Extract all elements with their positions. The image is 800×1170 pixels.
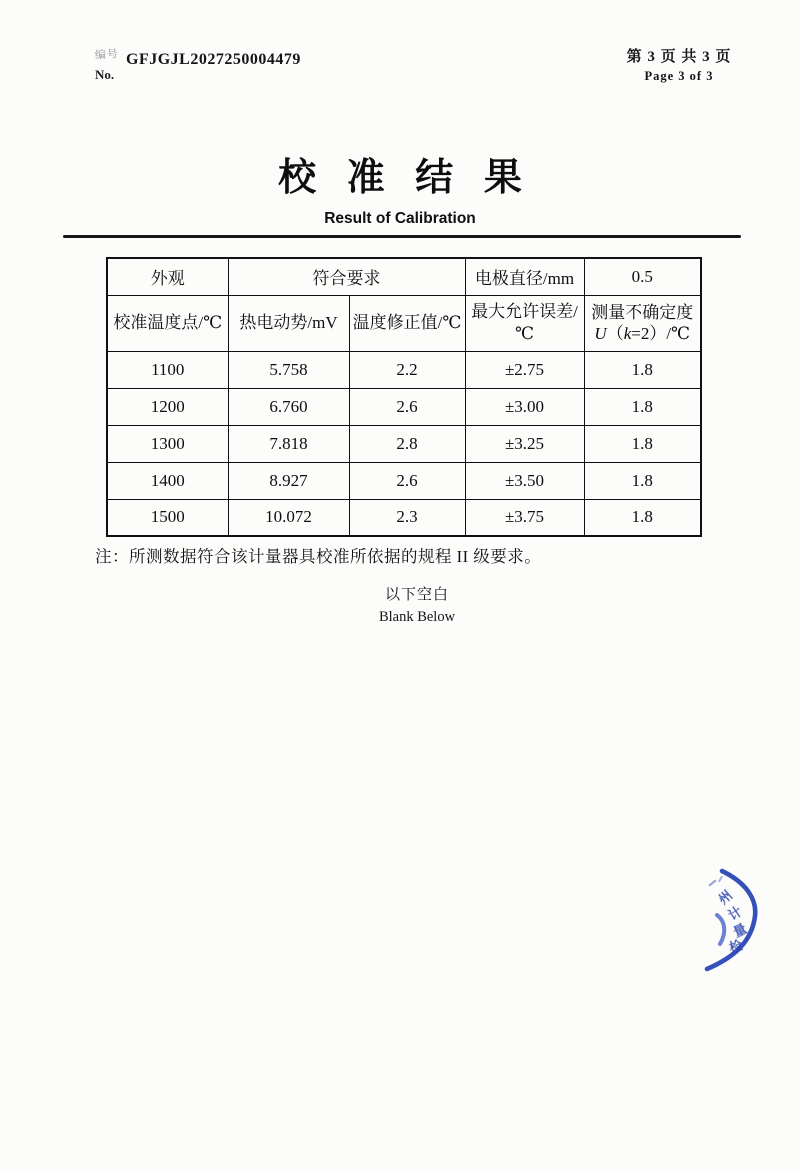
appearance-label-cell xyxy=(107,258,228,295)
blank-below-en: Blank Below xyxy=(378,609,456,625)
cell-max-error xyxy=(465,425,584,462)
cell-max-error xyxy=(465,388,584,425)
cell-uncertainty xyxy=(584,351,701,388)
table-row xyxy=(107,462,701,499)
value-correction: 2.8 xyxy=(396,433,418,453)
value-correction: 2.6 xyxy=(396,396,418,416)
electrode-diameter-label-cell xyxy=(465,258,584,295)
value-temperature: 1400 xyxy=(150,470,185,490)
cell-correction xyxy=(349,462,465,499)
value-emf: 8.927 xyxy=(269,470,308,490)
calibration-results-table xyxy=(106,257,702,537)
cell-emf xyxy=(228,499,349,536)
cell-temperature xyxy=(107,388,228,425)
header-temperature-point xyxy=(107,295,228,351)
table-row xyxy=(107,388,701,425)
cell-temperature xyxy=(107,351,228,388)
title-block xyxy=(0,146,800,228)
value-correction: 2.2 xyxy=(396,359,418,379)
uncertainty-k-symbol: k xyxy=(623,324,632,343)
blank-below-cn: 以下空白 xyxy=(384,587,449,603)
value-temperature: 1200 xyxy=(150,396,185,416)
value-uncertainty: 1.8 xyxy=(631,470,653,490)
stamp-character: 检 xyxy=(727,937,745,956)
appearance-label: 外观 xyxy=(150,269,185,289)
cell-emf xyxy=(228,425,349,462)
stamp-arc-graphic xyxy=(686,856,800,988)
electrode-diameter-value: 0.5 xyxy=(631,266,653,286)
value-uncertainty: 1.8 xyxy=(631,359,653,379)
value-emf: 6.760 xyxy=(269,396,308,416)
cert-no-label-cn: 编号 xyxy=(94,48,120,62)
cell-correction xyxy=(349,388,465,425)
stamp-character: 计 xyxy=(725,903,745,924)
value-uncertainty: 1.8 xyxy=(631,396,653,416)
header-temperature-point-label: 校准温度点/℃ xyxy=(113,312,223,332)
header-temp-correction-label: 温度修正值/℃ xyxy=(352,312,462,332)
header-emf-label: 热电动势/mV xyxy=(239,312,338,332)
value-correction: 2.3 xyxy=(396,507,418,527)
value-temperature: 1300 xyxy=(150,433,185,453)
cell-uncertainty xyxy=(584,462,701,499)
page-indicator-cn: 第 3 页 共 3 页 xyxy=(626,49,732,65)
table-summary-row xyxy=(107,258,701,295)
value-emf: 5.758 xyxy=(269,359,308,379)
official-stamp xyxy=(686,856,800,988)
cell-emf xyxy=(228,388,349,425)
table-row xyxy=(107,499,701,536)
value-max-error: ±3.00 xyxy=(504,396,545,416)
value-correction: 2.6 xyxy=(396,470,418,490)
table-row xyxy=(107,351,701,388)
cell-emf xyxy=(228,351,349,388)
blank-below-block xyxy=(17,583,800,626)
uncertainty-u-symbol: U xyxy=(594,324,607,343)
table-row xyxy=(107,425,701,462)
header-uncertainty-label xyxy=(587,302,699,345)
value-uncertainty: 1.8 xyxy=(631,433,653,453)
cell-temperature xyxy=(107,425,228,462)
table-note: 注：所测数据符合该计量器具校准所依据的规程 II 级要求。 xyxy=(95,547,542,566)
value-max-error: ±3.25 xyxy=(504,433,545,453)
cell-uncertainty xyxy=(584,388,701,425)
cell-max-error xyxy=(465,499,584,536)
title-divider-rule xyxy=(63,235,741,238)
certificate-number-block xyxy=(95,50,301,81)
certificate-number-labels xyxy=(95,50,119,81)
value-emf: 10.072 xyxy=(265,507,312,527)
value-temperature: 1500 xyxy=(150,507,185,527)
cell-emf xyxy=(228,462,349,499)
value-temperature: 1100 xyxy=(151,359,185,379)
uncertainty-rest: =2）/℃ xyxy=(631,324,691,343)
uncertainty-line1: 测量不确定度 xyxy=(591,302,694,322)
cell-correction xyxy=(349,351,465,388)
header-temp-correction xyxy=(349,295,465,351)
header-max-error xyxy=(465,295,584,351)
cell-correction xyxy=(349,499,465,536)
page-indicator xyxy=(614,49,744,83)
electrode-diameter-value-cell xyxy=(584,258,701,295)
appearance-value-cell xyxy=(228,258,465,295)
cell-temperature xyxy=(107,462,228,499)
value-max-error: ±2.75 xyxy=(504,359,545,379)
cell-temperature xyxy=(107,499,228,536)
cell-correction xyxy=(349,425,465,462)
certificate-number: GFJGJL2027250004479 xyxy=(126,51,301,68)
page-indicator-en: Page 3 of 3 xyxy=(644,68,714,83)
stamp-faint-stroke xyxy=(718,875,723,882)
stamp-character: 量 xyxy=(730,920,750,940)
page-title: 校 准 结 果 xyxy=(278,157,532,199)
value-emf: 7.818 xyxy=(269,433,308,453)
cell-uncertainty xyxy=(584,425,701,462)
header-emf xyxy=(228,295,349,351)
stamp-faint-stroke xyxy=(708,879,716,886)
value-max-error: ±3.75 xyxy=(504,507,545,527)
header-uncertainty xyxy=(584,295,701,351)
appearance-value: 符合要求 xyxy=(312,269,381,289)
value-max-error: ±3.50 xyxy=(504,470,545,490)
cell-uncertainty xyxy=(584,499,701,536)
cell-max-error xyxy=(465,462,584,499)
header-max-error-label: 最大允许误差/℃ xyxy=(471,301,578,343)
table-header-row xyxy=(107,295,701,351)
uncertainty-line2 xyxy=(587,323,699,344)
value-uncertainty: 1.8 xyxy=(631,507,653,527)
page-subtitle: Result of Calibration xyxy=(324,210,476,227)
cert-no-label-en: No. xyxy=(95,66,115,82)
cell-max-error xyxy=(465,351,584,388)
stamp-character: 州 xyxy=(715,887,736,908)
uncertainty-open-paren: （ xyxy=(606,324,624,343)
electrode-diameter-label: 电极直径/mm xyxy=(474,269,575,289)
